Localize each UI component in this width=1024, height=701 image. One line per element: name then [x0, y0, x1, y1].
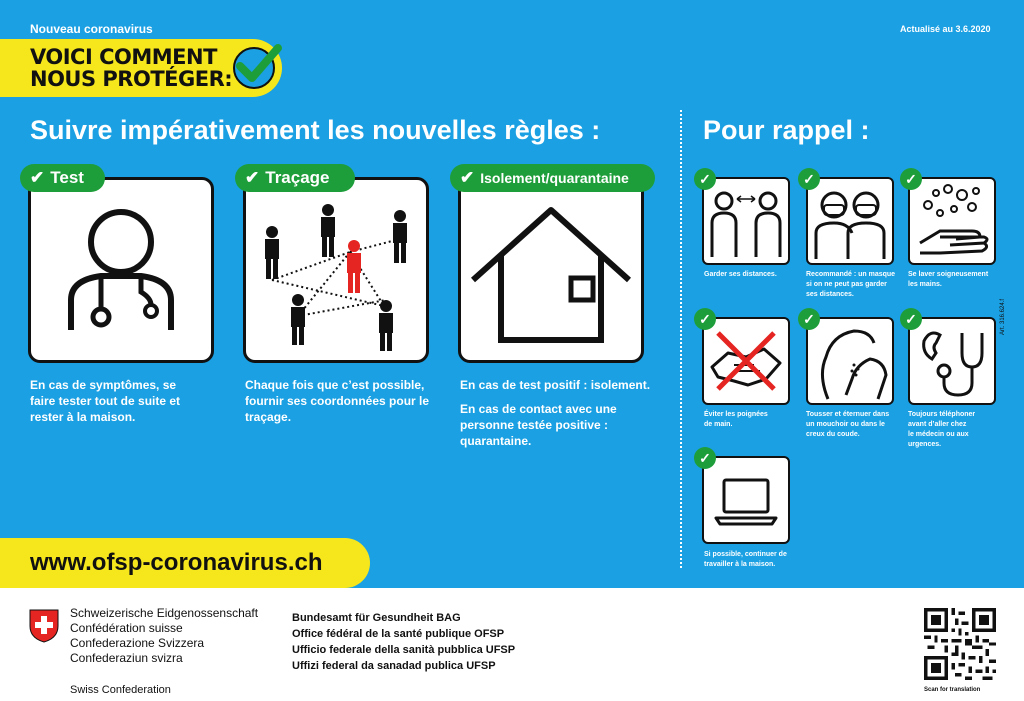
- text-line: Chaque fois que c’est possible,: [245, 378, 425, 392]
- house-icon: [461, 180, 641, 360]
- people-network-icon: [246, 180, 426, 360]
- text-line: En cas de symptômes, se: [30, 378, 177, 392]
- text-line: faire tester tout de suite et: [30, 394, 181, 408]
- check-icon: ✓: [900, 168, 922, 190]
- article-number: Art. 316.624.f: [1000, 298, 1006, 335]
- text-line: fournir ses coordonnées pour le: [245, 394, 430, 408]
- reminder-title: Pour rappel :: [703, 115, 870, 145]
- call-doctor-tile: [908, 317, 996, 405]
- tracing-label: Traçage: [265, 168, 330, 187]
- text-line: En cas de contact avec une: [460, 402, 617, 416]
- text-line: Uffizi federal da sanadad publica UFSP: [292, 660, 496, 672]
- qr-code-icon[interactable]: [924, 608, 996, 680]
- check-icon: ✓: [798, 308, 820, 330]
- test-text: [30, 377, 180, 425]
- text-line: Éviter les poignées: [704, 411, 768, 418]
- no-handshake-icon: [704, 319, 788, 403]
- test-card: [28, 177, 214, 363]
- text-line: traçage.: [245, 410, 292, 424]
- text-line: Bundesamt für Gesundheit BAG: [292, 612, 461, 624]
- check-icon: ✓: [694, 308, 716, 330]
- mask-text: [806, 270, 898, 300]
- text-line: Toujours téléphoner: [908, 411, 976, 418]
- test-pill: [20, 164, 105, 192]
- tagline: Nouveau coronavirus: [30, 22, 153, 36]
- keep-distance-icon: [704, 179, 788, 263]
- no-handshake-text: [704, 410, 796, 430]
- wash-hands-icon: [910, 179, 994, 263]
- rules-title: Suivre impérativement les nouvelles règles :: [30, 115, 601, 145]
- text-line: Confederaziun svizra: [70, 651, 183, 665]
- wash-hands-text: [908, 270, 1000, 290]
- text-line: rester à la maison.: [30, 410, 136, 424]
- wash-hands-tile: [908, 177, 996, 265]
- check-icon: ✔: [245, 168, 260, 187]
- check-icon: ✓: [694, 168, 716, 190]
- tracing-pill: [235, 164, 355, 192]
- text-line: quarantaine.: [460, 434, 532, 448]
- text-line: Garder ses distances.: [704, 271, 777, 278]
- check-icon: ✓: [798, 168, 820, 190]
- text-line: ses distances.: [806, 291, 854, 298]
- call-doctor-text: [908, 410, 1000, 450]
- check-icon: ✔: [460, 168, 475, 187]
- check-badge-icon: [228, 40, 284, 92]
- work-home-text: [704, 550, 796, 570]
- office-names: [292, 610, 515, 674]
- isolation-pill: [450, 164, 655, 192]
- isolation-label: Isolement/quarantaine: [480, 170, 629, 186]
- cough-tile: [806, 317, 894, 405]
- cough-text: [806, 410, 898, 440]
- text-line: personne testée positive :: [460, 418, 609, 432]
- laptop-icon: [704, 458, 788, 542]
- text-line: si on ne peut pas garder: [806, 281, 887, 288]
- mask-tile: [806, 177, 894, 265]
- text-line: Tousser et éternuer dans: [806, 411, 890, 418]
- section-divider: [680, 110, 682, 568]
- title-line-1: VOICI COMMENT: [30, 45, 217, 69]
- text-line: Schweizerische Eidgenossenschaft: [70, 606, 259, 620]
- swiss-confederation: Swiss Confederation: [70, 684, 171, 696]
- text-line: Se laver soigneusement: [908, 271, 989, 278]
- text-line: un mouchoir ou dans le: [806, 421, 885, 428]
- text-line: Confédération suisse: [70, 621, 183, 635]
- website-link[interactable]: www.ofsp-coronavirus.ch: [30, 549, 323, 576]
- text-line: Si possible, continuer de: [704, 551, 787, 558]
- confederation-names: [70, 606, 258, 666]
- work-home-tile: [702, 456, 790, 544]
- isolation-text: [460, 377, 650, 449]
- isolation-card: [458, 177, 644, 363]
- text-line: Confederazione Svizzera: [70, 636, 205, 650]
- text-line: Ufficio federale della sanità pubblica UFSP: [292, 644, 516, 656]
- tracing-text: [245, 377, 429, 425]
- swiss-shield-icon: [28, 608, 60, 644]
- text-line: travailler à la maison.: [704, 561, 776, 568]
- phone-stethoscope-icon: [910, 319, 994, 403]
- check-icon: ✓: [900, 308, 922, 330]
- distance-text: [704, 270, 796, 280]
- updated-date: Actualisé au 3.6.2020: [900, 24, 991, 34]
- title-line-2: NOUS PROTÉGER:: [30, 67, 233, 91]
- check-icon: ✓: [694, 447, 716, 469]
- check-icon: ✔: [30, 168, 45, 187]
- text-line: urgences.: [908, 441, 942, 448]
- mask-icon: [808, 179, 892, 263]
- test-label: Test: [50, 168, 84, 187]
- text-line: le médecin ou aux: [908, 431, 969, 438]
- text-line: de main.: [704, 421, 733, 428]
- text-line: En cas de test positif : isolement.: [460, 378, 651, 392]
- text-line: Recommandé : un masque: [806, 271, 896, 278]
- text-line: Office fédéral de la santé publique OFSP: [292, 628, 505, 640]
- page-title: [30, 46, 232, 90]
- cough-elbow-icon: [808, 319, 892, 403]
- scan-caption: Scan for translation: [924, 687, 981, 693]
- text-line: creux du coude.: [806, 431, 860, 438]
- no-handshake-tile: [702, 317, 790, 405]
- distance-tile: [702, 177, 790, 265]
- doctor-icon: [31, 180, 211, 360]
- text-line: les mains.: [908, 281, 942, 288]
- text-line: avant d’aller chez: [908, 421, 967, 428]
- tracing-card: [243, 177, 429, 363]
